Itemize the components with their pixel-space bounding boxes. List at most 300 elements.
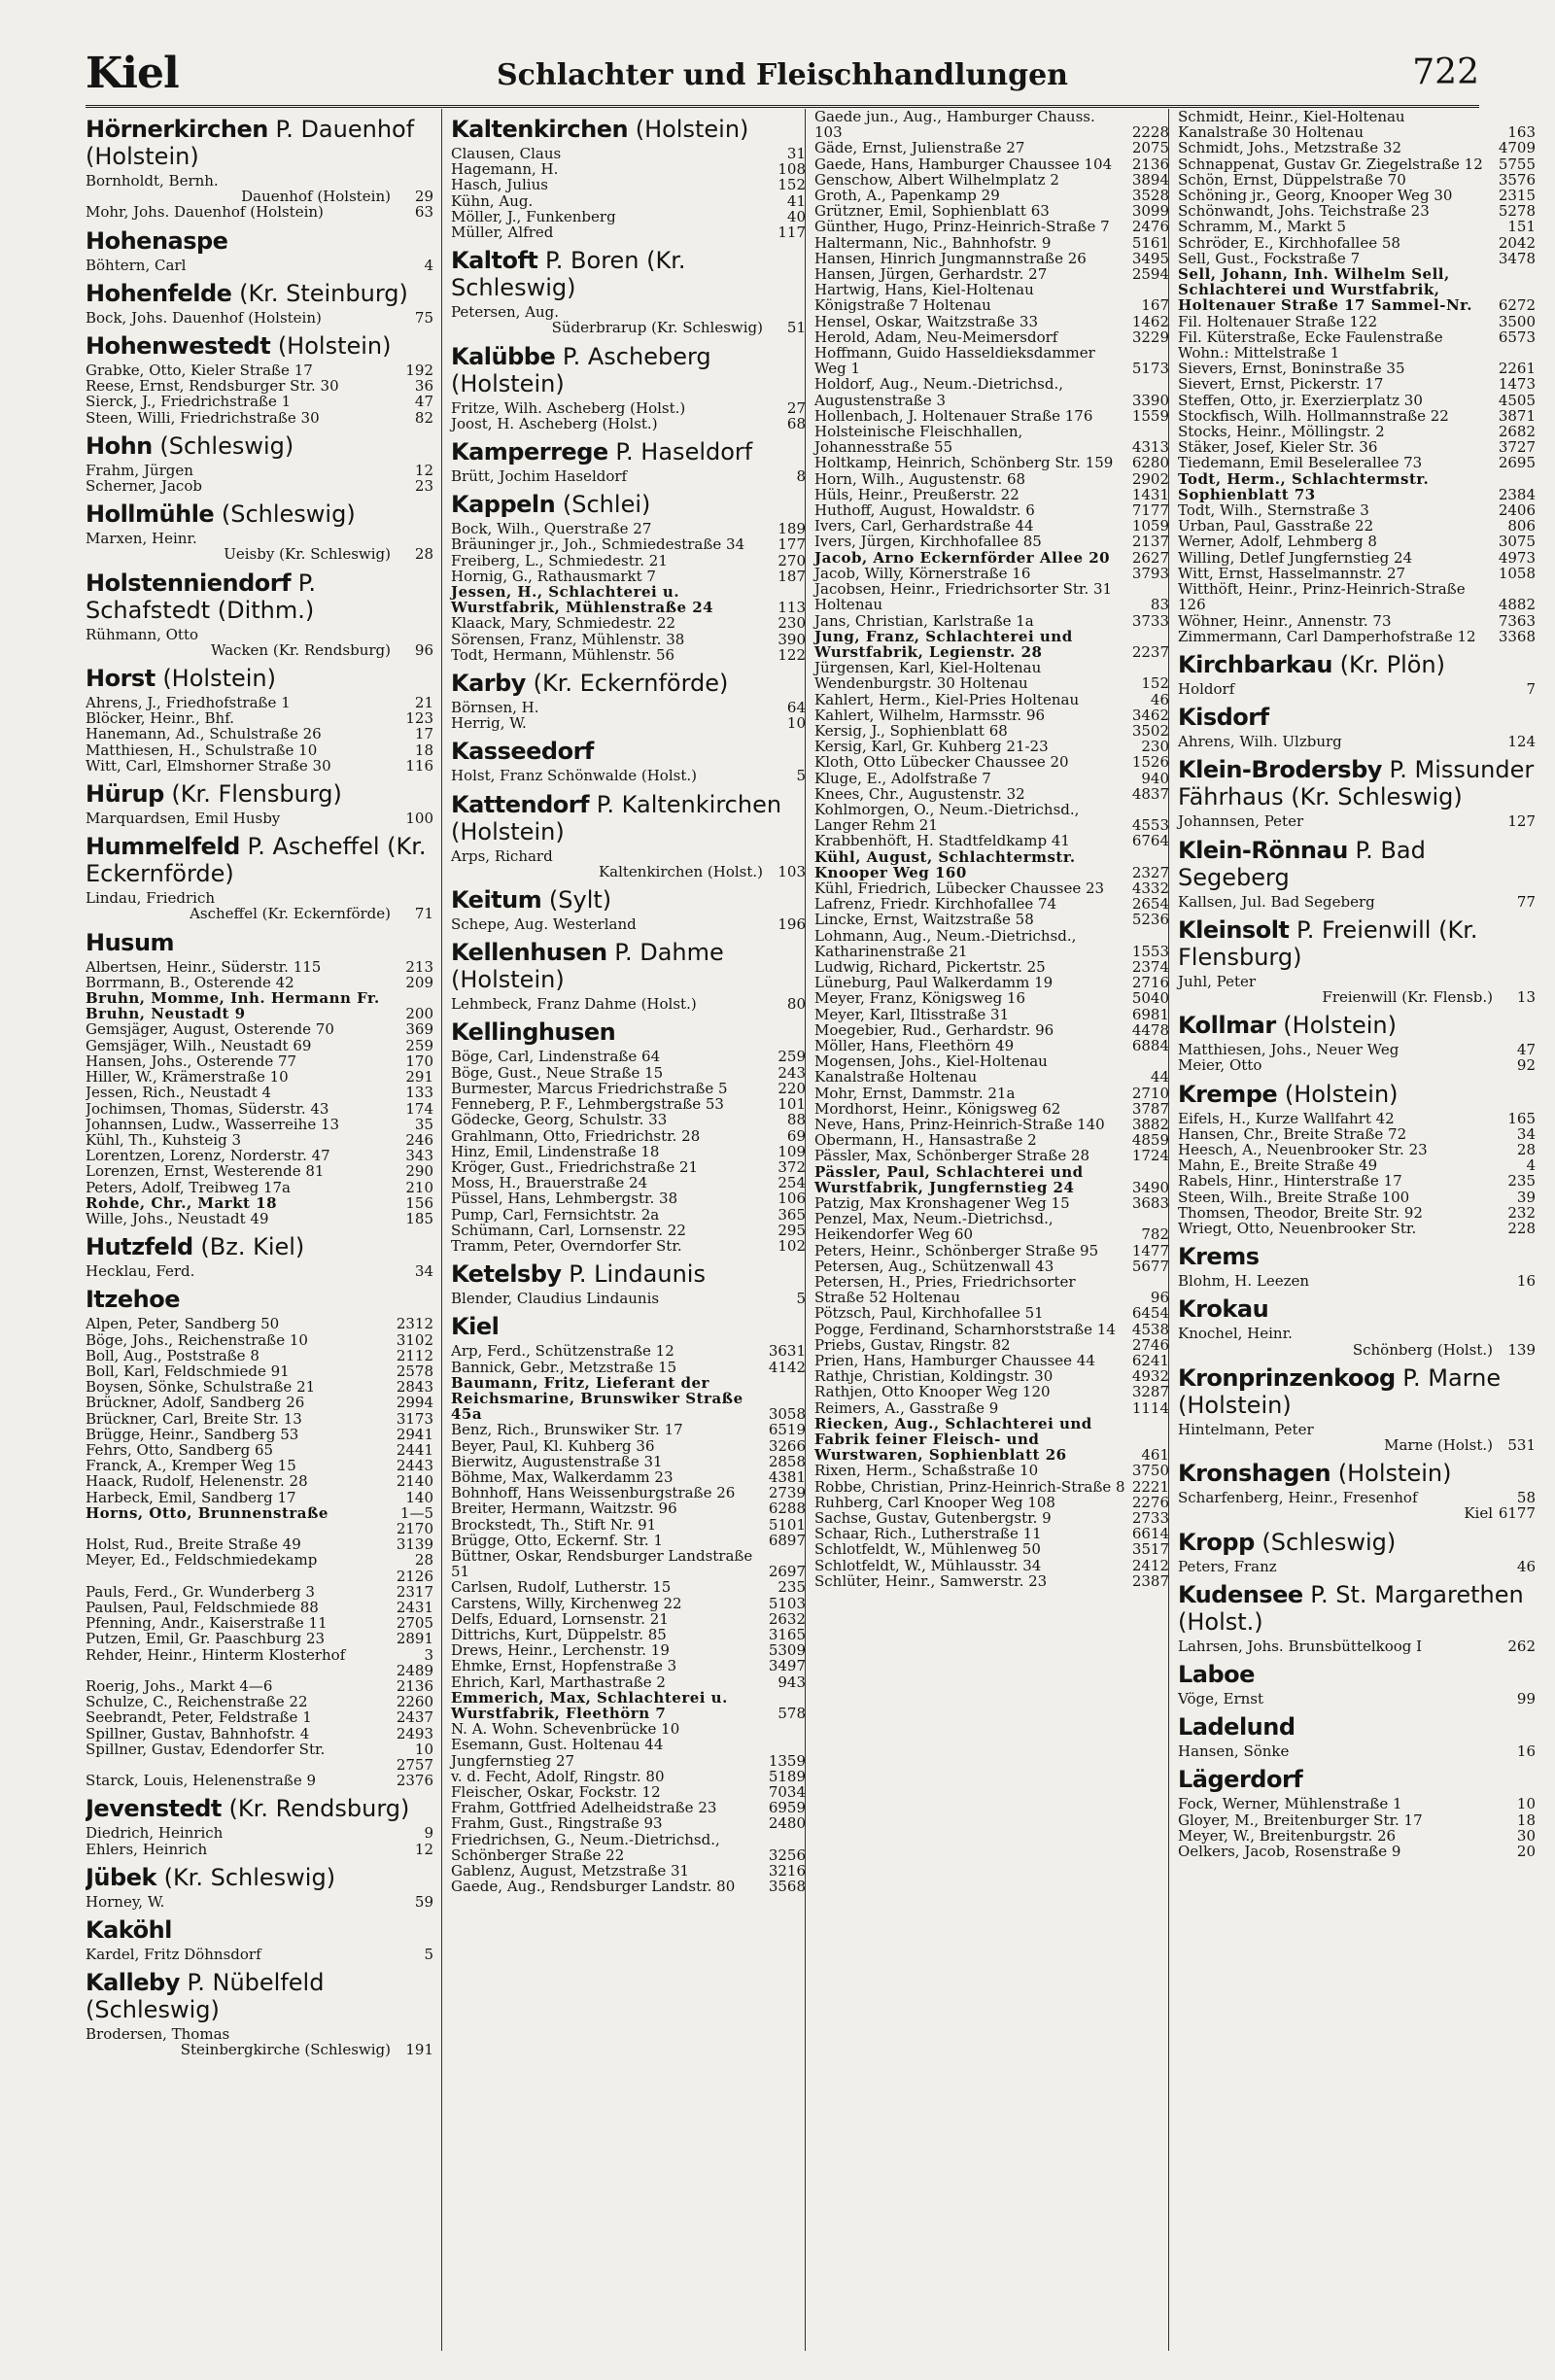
phone-number: 2594 xyxy=(1131,265,1169,284)
entry-text: Hartwig, Hans, Kiel-Holtenau Königstraße 7 Holtenau xyxy=(814,281,1034,315)
directory-entry xyxy=(814,1211,1169,1242)
directory-entry xyxy=(451,1548,806,1579)
directory-entry xyxy=(814,707,1169,723)
phone-number: 782 xyxy=(1141,1225,1169,1244)
directory-entry xyxy=(86,362,433,378)
entry-text: Fil. Küterstraße, Ecke Faulenstraße xyxy=(1178,328,1443,346)
page-title: Schlachter und Fleischhandlungen xyxy=(497,58,1068,92)
entry-text: Hinz, Emil, Lindenstraße 18 xyxy=(451,1142,660,1160)
directory-entry xyxy=(86,1521,433,1536)
entry-text: Meier, Otto xyxy=(1178,1056,1262,1075)
town-location: (Holstein) xyxy=(1283,1012,1397,1040)
phone-number: 102 xyxy=(778,1236,806,1255)
directory-entry xyxy=(86,463,433,478)
phone-number: 4859 xyxy=(1131,1131,1169,1150)
directory-entry xyxy=(86,1615,433,1631)
phone-number: 4381 xyxy=(768,1467,806,1486)
phone-number: 44 xyxy=(1150,1068,1169,1087)
directory-entry xyxy=(1178,361,1536,376)
phone-number: 2406 xyxy=(1498,501,1536,520)
entry-text: Wohn.: Mittelstraße 1 xyxy=(1178,344,1340,362)
phone-number: 3528 xyxy=(1131,187,1169,205)
phone-number: 6280 xyxy=(1131,454,1169,472)
entry-text: Diedrich, Heinrich xyxy=(86,1824,224,1843)
phone-number: 3894 xyxy=(1131,170,1169,189)
entry-text: Prien, Hans, Hamburger Chaussee 44 xyxy=(814,1352,1095,1370)
phone-number: 6272 xyxy=(1498,296,1536,315)
phone-number: 1431 xyxy=(1131,485,1169,503)
directory-entry xyxy=(1178,734,1536,749)
town-heading xyxy=(1178,916,1536,971)
entry-text: Brodersen, Thomas xyxy=(86,2025,230,2044)
entry-text: Pässler, Max, Schönberger Straße 28 xyxy=(814,1147,1090,1165)
entry-text: Schlotfeldt, W., Mühlausstr. 34 xyxy=(814,1556,1042,1574)
directory-entry xyxy=(86,258,433,273)
directory-entry xyxy=(86,1332,433,1348)
directory-entry xyxy=(814,1164,1169,1195)
entry-text: Clausen, Claus xyxy=(451,145,562,162)
entry-text: Gäde, Ernst, Julienstraße 27 xyxy=(814,139,1025,157)
directory-entry xyxy=(451,416,806,431)
phone-number: 3478 xyxy=(1498,249,1536,267)
entry-text: Püssel, Hans, Lehmbergstr. 38 xyxy=(451,1190,678,1208)
entry-text: Bock, Wilh., Querstraße 27 xyxy=(451,520,652,538)
phone-number: 3497 xyxy=(768,1657,806,1675)
directory-entry xyxy=(814,990,1169,1006)
directory-entry xyxy=(451,1112,806,1127)
phone-number: 230 xyxy=(1141,738,1169,756)
town-location: (Holstein) xyxy=(1337,1460,1452,1488)
directory-entry xyxy=(814,282,1169,313)
entry-text: Matthiesen, Johs., Neuer Weg xyxy=(1178,1041,1400,1059)
town-heading xyxy=(1178,1081,1536,1108)
entry-text: Jacob, Willy, Körnerstraße 16 xyxy=(814,564,1031,582)
entry-text: Todt, Herm., Schlachtermstr. Sophienblatt 73 xyxy=(1178,469,1430,503)
directory-entry xyxy=(814,1305,1169,1321)
directory-entry xyxy=(814,408,1169,424)
entry-text: Boysen, Sönke, Schulstraße 21 xyxy=(86,1378,316,1397)
entry-text: Sell, Johann, Inh. Wilhelm Sell, Schlachterei und Wurstfabrik, Holtenauer Straße 17 Sammel-Nr. xyxy=(1178,265,1472,315)
directory-entry xyxy=(814,1117,1169,1132)
phone-number: 235 xyxy=(778,1578,806,1597)
phone-number: 5101 xyxy=(768,1515,806,1534)
entry-text: Kahlert, Wilhelm, Harmsstr. 96 xyxy=(814,706,1046,724)
directory-entry xyxy=(86,378,433,394)
directory-entry xyxy=(451,1144,806,1159)
directory-entry xyxy=(1178,1273,1536,1289)
entry-text: Pötzsch, Paul, Kirchhofallee 51 xyxy=(814,1304,1044,1323)
phone-number: 191 xyxy=(405,2041,433,2059)
directory-entry xyxy=(86,410,433,426)
entry-text: Meyer, Ed., Feldschmiedekamp xyxy=(86,1551,318,1569)
phone-number: 3368 xyxy=(1498,627,1536,645)
town-heading xyxy=(451,1018,806,1046)
column-3 xyxy=(805,109,1169,2351)
phone-number: 3139 xyxy=(396,1535,433,1554)
entry-text: Genschow, Albert Wilhelmplatz 2 xyxy=(814,170,1059,189)
phone-number: 4553 xyxy=(1131,816,1169,835)
entry-text: Benz, Rich., Brunswiker Str. 17 xyxy=(451,1421,683,1439)
town-name: Hollmühle xyxy=(86,500,215,529)
phone-number: 20 xyxy=(1516,1843,1536,1860)
entry-location: Ascheffel (Kr. Eckernförde) xyxy=(190,905,391,923)
town-name: Hürup xyxy=(86,780,164,809)
town-heading xyxy=(86,569,433,624)
entry-text: Brockstedt, Th., Stift Nr. 91 xyxy=(451,1515,657,1534)
entry-text: v. d. Fecht, Adolf, Ringstr. 80 xyxy=(451,1767,665,1785)
entry-text: Seebrandt, Peter, Feldstraße 1 xyxy=(86,1708,312,1727)
entry-text: Fil. Holtenauer Straße 122 xyxy=(1178,312,1378,330)
entry-text: Hansen, Jürgen, Gerhardstr. 27 xyxy=(814,265,1048,284)
entry-text: Fehrs, Otto, Sandberg 65 xyxy=(86,1440,274,1459)
entry-text: Meyer, Karl, Iltisstraße 31 xyxy=(814,1005,1010,1023)
directory-entry xyxy=(814,802,1169,833)
town-name: Holstenniendorf xyxy=(86,569,292,597)
directory-entry xyxy=(814,487,1169,502)
phone-number: 2374 xyxy=(1131,957,1169,976)
town-name: Kronprinzenkoog xyxy=(1178,1363,1396,1392)
town-name: Kudensee xyxy=(1178,1580,1303,1608)
directory-entry xyxy=(814,975,1169,990)
directory-entry xyxy=(814,1259,1169,1274)
entry-text: Grahlmann, Otto, Friedrichstr. 28 xyxy=(451,1126,701,1145)
directory-entry xyxy=(86,1600,433,1615)
entry-text: Brückner, Carl, Breite Str. 13 xyxy=(86,1409,302,1428)
directory-entry xyxy=(814,502,1169,518)
phone-number: 6573 xyxy=(1498,328,1536,346)
phone-number: 140 xyxy=(405,1488,433,1506)
directory-entry xyxy=(814,219,1169,234)
directory-entry xyxy=(1178,1812,1536,1828)
entry-text: Arps, Richard xyxy=(451,846,553,865)
entry-text: Fenneberg, P. F., Lehmbergstraße 53 xyxy=(451,1095,724,1114)
directory-entry xyxy=(1178,1126,1536,1142)
entry-text: Delfs, Eduard, Lornsenstr. 21 xyxy=(451,1609,669,1628)
phone-number: 1—5 xyxy=(399,1503,433,1522)
town-location: P. Marne (Holstein) xyxy=(1178,1363,1502,1419)
town-name: Krempe xyxy=(1178,1080,1278,1108)
directory-entry xyxy=(86,959,433,975)
phone-number: 3502 xyxy=(1131,721,1169,740)
phone-number: 28 xyxy=(414,1551,433,1569)
directory-entry xyxy=(814,692,1169,707)
phone-number: 170 xyxy=(405,1052,433,1070)
entry-text: Esemann, Gust. Holtenau 44 xyxy=(451,1736,664,1754)
phone-number: 156 xyxy=(405,1193,433,1212)
town-name: Kellenhusen xyxy=(451,939,607,967)
directory-entry xyxy=(86,1195,433,1211)
entry-text: Dittrichs, Kurt, Düppelstr. 85 xyxy=(451,1625,667,1643)
phone-number: 59 xyxy=(414,1892,433,1911)
entry-text: Pauls, Ferd., Gr. Wunderberg 3 xyxy=(86,1582,315,1601)
phone-number: 28 xyxy=(414,545,433,564)
phone-number: 2126 xyxy=(396,1567,433,1585)
phone-number: 3390 xyxy=(1131,391,1169,409)
directory-entry xyxy=(814,345,1169,376)
directory-entry xyxy=(814,660,1169,691)
directory-entry xyxy=(814,203,1169,219)
entry-text: Hansen, Sönke xyxy=(1178,1742,1290,1761)
entry-text: Ehmke, Ernst, Hopfenstraße 3 xyxy=(451,1657,677,1675)
directory-entry xyxy=(1178,1490,1536,1505)
phone-number: 254 xyxy=(778,1174,806,1192)
entry-text: Jacob, Arno Eckernförder Allee 20 xyxy=(814,548,1111,567)
phone-number: 9 xyxy=(424,1824,433,1843)
directory-entry xyxy=(451,1832,806,1863)
entry-text: Drews, Heinr., Lerchenstr. 19 xyxy=(451,1641,670,1660)
entry-text: Reimers, A., Gasstraße 9 xyxy=(814,1398,999,1417)
entry-text: N. A. Wohn. Schevenbrücke 10 xyxy=(451,1720,680,1739)
entry-text: Kardel, Fritz Döhnsdorf xyxy=(86,1945,261,1963)
directory-entry xyxy=(451,1422,806,1437)
town-heading xyxy=(451,116,806,143)
phone-number: 2746 xyxy=(1131,1335,1169,1354)
directory-entry xyxy=(451,1485,806,1500)
phone-number: 1526 xyxy=(1131,753,1169,772)
town-name: Horst xyxy=(86,665,156,693)
town-heading xyxy=(1178,1581,1536,1636)
directory-entry xyxy=(451,916,806,932)
entry-text: Lorentzen, Lorenz, Norderstr. 47 xyxy=(86,1147,330,1165)
entry-text: Gödecke, Georg, Schulstr. 33 xyxy=(451,1111,668,1129)
entry-text: Penzel, Max, Neum.-Dietrichsd., Heikendorfer Weg 60 xyxy=(814,1210,1054,1244)
directory-entry xyxy=(451,1238,806,1254)
phone-number: 2739 xyxy=(768,1484,806,1502)
directory-entry xyxy=(86,726,433,742)
phone-number: 578 xyxy=(778,1705,806,1722)
town-heading xyxy=(86,1916,433,1944)
directory-entry xyxy=(451,1690,806,1721)
phone-number: 2632 xyxy=(768,1609,806,1628)
town-name: Kleinsolt xyxy=(1178,915,1290,944)
directory-entry xyxy=(814,771,1169,786)
entry-text: Lincke, Ernst, Waitzstraße 58 xyxy=(814,911,1034,929)
phone-number: 71 xyxy=(414,905,433,923)
phone-number: 4 xyxy=(424,256,433,274)
phone-number: 108 xyxy=(778,160,806,179)
entry-text: Horns, Otto, Brunnenstraße xyxy=(86,1503,328,1522)
entry-text: Lorenzen, Ernst, Westerende 81 xyxy=(86,1162,325,1181)
phone-number: 2170 xyxy=(396,1519,433,1537)
directory-entry xyxy=(814,1573,1169,1589)
phone-number: 243 xyxy=(778,1063,806,1082)
directory-entry xyxy=(814,550,1169,566)
entry-text: Moss, H., Brauerstraße 24 xyxy=(451,1174,648,1192)
entry-text: Kühl, August, Schlachtermstr. Knooper Weg 160 xyxy=(814,847,1076,881)
phone-number: 151 xyxy=(1507,218,1536,236)
phone-number: 2443 xyxy=(396,1457,433,1475)
directory-entry xyxy=(451,1207,806,1223)
phone-number: 116 xyxy=(405,756,433,775)
directory-entry xyxy=(451,304,806,335)
town-heading xyxy=(86,1286,433,1313)
entry-text: Spillner, Gustav, Edendorfer Str. xyxy=(86,1740,326,1758)
phone-number: 64 xyxy=(786,699,806,717)
directory-entry xyxy=(86,310,433,326)
phone-number: 3500 xyxy=(1498,312,1536,330)
town-name: Hummelfeld xyxy=(86,833,240,861)
directory-entry xyxy=(451,468,806,484)
phone-number: 4478 xyxy=(1131,1020,1169,1039)
entry-text: Pässler, Paul, Schlachterei und Wurstfabrik, Jungfernstieg 24 xyxy=(814,1162,1084,1196)
directory-entry xyxy=(1178,1743,1536,1759)
entry-text: Sievert, Ernst, Pickerstr. 17 xyxy=(1178,375,1384,394)
entry-text: Franck, A., Kremper Weg 15 xyxy=(86,1457,296,1475)
directory-entry xyxy=(814,1053,1169,1085)
entry-text: Frahm, Gust., Ringstraße 93 xyxy=(451,1814,663,1833)
phone-number: 2858 xyxy=(768,1452,806,1470)
entry-text: Holsteinische Fleischhallen, Johannesstraße 55 xyxy=(814,423,1023,457)
directory-entry xyxy=(814,1022,1169,1038)
phone-number: 124 xyxy=(1507,733,1536,751)
town-name: Kaltenkirchen xyxy=(451,116,629,143)
column-1 xyxy=(86,109,433,2351)
entry-text: Thomsen, Theodor, Breite Str. 92 xyxy=(1178,1203,1423,1222)
town-heading xyxy=(86,929,433,956)
directory-entry xyxy=(86,1211,433,1226)
directory-entry xyxy=(86,1694,433,1709)
phone-number: 4837 xyxy=(1131,784,1169,803)
phone-number: 3256 xyxy=(768,1845,806,1864)
entry-text: Kohlmorgen, O., Neum.-Dietrichsd., Langer Rehm 21 xyxy=(814,800,1080,835)
directory-entry xyxy=(451,1800,806,1815)
entry-text: Kühl, Friedrich, Lübecker Chaussee 23 xyxy=(814,879,1105,897)
directory-entry xyxy=(86,1101,433,1117)
phone-number: 82 xyxy=(414,408,433,427)
phone-number: 4142 xyxy=(768,1358,806,1376)
directory-entry xyxy=(86,1263,433,1279)
town-heading xyxy=(451,343,806,397)
directory-entry xyxy=(814,424,1169,455)
directory-entry xyxy=(1178,329,1536,345)
directory-entry xyxy=(451,848,806,880)
entry-text: Grützner, Emil, Sophienblatt 63 xyxy=(814,202,1050,221)
directory-entry xyxy=(451,1175,806,1190)
directory-entry xyxy=(86,1569,433,1584)
directory-entry xyxy=(86,1180,433,1195)
entry-text: Böhme, Max, Walkerdamm 23 xyxy=(451,1467,674,1486)
town-name: Hörnerkirchen xyxy=(86,116,268,143)
entry-text: Schmidt, Johs., Metzstraße 32 xyxy=(1178,139,1401,157)
directory-entry xyxy=(451,1769,806,1784)
phone-number: 5309 xyxy=(768,1641,806,1660)
phone-number: 139 xyxy=(1507,1340,1536,1359)
phone-number: 2710 xyxy=(1131,1084,1169,1102)
entry-text: Schlüter, Heinr., Samwerstr. 23 xyxy=(814,1571,1048,1590)
town-name: Krems xyxy=(1178,1243,1260,1271)
entry-text: Jessen, H., Schlachterei u. Wurstfabrik, Mühlenstraße 24 xyxy=(451,583,714,617)
town-heading xyxy=(1178,651,1536,678)
directory-entry xyxy=(451,1879,806,1894)
town-name: Laboe xyxy=(1178,1660,1255,1688)
town-heading xyxy=(1178,1460,1536,1487)
phone-number: 47 xyxy=(414,393,433,411)
entry-text: Robbe, Christian, Prinz-Heinrich-Straße 8 xyxy=(814,1477,1125,1496)
entry-text: Holst, Rud., Breite Straße 49 xyxy=(86,1535,301,1554)
entry-text: Steen, Wilh., Breite Straße 100 xyxy=(1178,1188,1410,1206)
directory-entry xyxy=(814,754,1169,770)
town-name: Kasseedorf xyxy=(451,738,594,766)
directory-entry xyxy=(814,739,1169,754)
entry-text: Lüneburg, Paul Walkerdamm 19 xyxy=(814,974,1054,992)
phone-number: 2891 xyxy=(396,1630,433,1648)
phone-number: 6981 xyxy=(1131,1005,1169,1023)
directory-entry xyxy=(451,632,806,647)
entry-text: Jürgensen, Karl, Kiel-Holtenau Wendenburgstr. 30 Holtenau xyxy=(814,659,1042,693)
directory-entry xyxy=(814,1337,1169,1353)
phone-number: 165 xyxy=(1507,1109,1536,1127)
directory-entry xyxy=(1178,345,1536,361)
phone-number: 3165 xyxy=(768,1625,806,1643)
directory-entry xyxy=(86,1442,433,1458)
town-heading xyxy=(86,227,433,255)
page-header xyxy=(86,45,1479,108)
phone-number: 5755 xyxy=(1498,155,1536,173)
directory-entry xyxy=(451,1753,806,1769)
directory-entry xyxy=(1178,1844,1536,1859)
entry-text: Hansen, Hinrich Jungmannstraße 26 xyxy=(814,249,1087,267)
entry-text: Kersig, J., Sophienblatt 68 xyxy=(814,721,1008,740)
entry-text: Todt, Wilh., Sternstraße 3 xyxy=(1178,501,1369,520)
entry-location: Süderbrarup (Kr. Schleswig) xyxy=(551,319,763,337)
entry-text: Müller, Alfred xyxy=(451,224,554,242)
phone-number: 6959 xyxy=(768,1799,806,1817)
phone-number: 5040 xyxy=(1131,989,1169,1008)
directory-entry xyxy=(451,768,806,783)
directory-entry xyxy=(86,1348,433,1363)
town-heading xyxy=(451,438,806,466)
directory-entry xyxy=(814,849,1169,880)
directory-entry xyxy=(814,1132,1169,1148)
directory-entry xyxy=(1178,1221,1536,1236)
phone-number: 5 xyxy=(796,1290,806,1308)
phone-number: 2994 xyxy=(396,1394,433,1412)
entry-text: Witthöft, Heinr., Prinz-Heinrich-Straße 126 xyxy=(1178,580,1466,614)
phone-number: 3266 xyxy=(768,1436,806,1455)
phone-number: 5173 xyxy=(1131,360,1169,378)
phone-number: 7363 xyxy=(1498,611,1536,630)
entry-text: Klaack, Mary, Schmiedestr. 22 xyxy=(451,614,675,633)
entry-text: Blohm, H. Leezen xyxy=(1178,1272,1310,1291)
directory-entry xyxy=(1178,613,1536,629)
directory-entry xyxy=(814,912,1169,927)
directory-entry xyxy=(451,1596,806,1611)
phone-number: 152 xyxy=(778,176,806,194)
phone-number: 6884 xyxy=(1131,1036,1169,1054)
phone-number: 2412 xyxy=(1131,1556,1169,1574)
town-location: (Schleswig) xyxy=(221,500,356,529)
directory-entry xyxy=(86,890,433,921)
directory-entry xyxy=(86,1709,433,1725)
phone-number: 531 xyxy=(1507,1435,1536,1454)
town-name: Kamperrege xyxy=(451,438,608,466)
directory-entry xyxy=(86,1894,433,1910)
entry-text: Meyer, W., Breitenburgstr. 26 xyxy=(1178,1826,1397,1845)
directory-entry xyxy=(86,1647,433,1663)
entry-text: Kallsen, Jul. Bad Segeberg xyxy=(1178,892,1375,911)
entry-text: Urban, Paul, Gasstraße 22 xyxy=(1178,517,1374,535)
entry-text: Gablenz, August, Metzstraße 31 xyxy=(451,1862,690,1880)
phone-number: 185 xyxy=(405,1209,433,1227)
entry-text: Witt, Carl, Elmshorner Straße 30 xyxy=(86,756,331,775)
directory-entry xyxy=(451,569,806,584)
phone-number: 343 xyxy=(405,1147,433,1165)
town-name: Husum xyxy=(86,928,175,956)
entry-text: Oelkers, Jacob, Rosenstraße 9 xyxy=(1178,1843,1401,1860)
entry-text: Hollenbach, J. Holtenauer Straße 176 xyxy=(814,406,1093,425)
phone-number: 2137 xyxy=(1131,533,1169,551)
town-location: (Kr. Steinburg) xyxy=(239,279,408,307)
